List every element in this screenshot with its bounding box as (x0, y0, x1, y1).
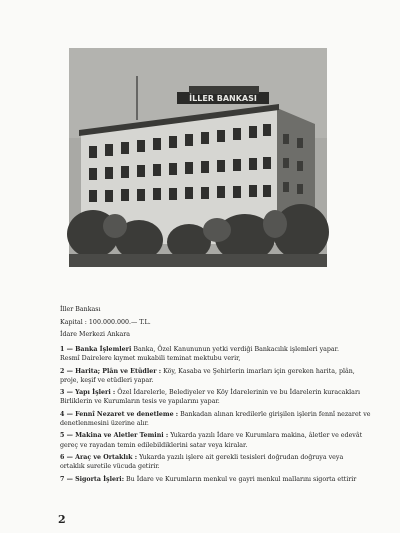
item-heading: 6 — Araç ve Ortaklık : (60, 453, 138, 461)
item-text: denetlenmesini üzerine alır. (60, 419, 149, 427)
item-heading: 3 — Yapı İşleri : (60, 389, 116, 397)
item-text: ortaklık suretile vücuda getirir. (60, 463, 160, 471)
item-heading: 1 — Banka İşlemleri (60, 346, 132, 353)
org-headquarters: İdare Merkezi Ankara (60, 331, 131, 339)
list-item (60, 410, 371, 428)
list-item (60, 345, 342, 363)
item-text: Birliklerin ve Kurumların tesis ve yapılarını yapar. (60, 398, 220, 406)
org-name: İller Bankası (60, 306, 101, 313)
org-capital: Kapital : 100.000.000.— T.L. (60, 318, 151, 326)
item-text: proje, keşif ve etüdleri yapar. (60, 376, 154, 384)
list-item (60, 431, 363, 449)
list-item (60, 475, 357, 484)
item-heading: 5 — Makina ve Aletler Temini : (60, 432, 169, 440)
item-text: Banka, Özel Kanununun yetki verdiği Bankacılık işlemleri yapar. (131, 346, 339, 353)
item-heading: 7 — Sigorta İşleri: (60, 475, 125, 483)
building-photo (69, 48, 327, 267)
item-text: gereç ve rayadan temin edilebildiklerini satar veya kiralar. (60, 441, 248, 449)
list-item (60, 388, 360, 406)
item-heading: 4 — Fennî Nezaret ve denetleme : (60, 410, 179, 418)
item-text: Yukarda yazılı işlere ait gerekli tesisleri doğrudan doğruya veya (137, 453, 344, 461)
item-text: Köy, Kasaba ve Şehirlerin imarları için gereken harita, plân, (161, 367, 355, 375)
item-text: Bu İdare ve Kurumların menkul ve gayri menkul mallarını sigorta ettirir (124, 475, 357, 483)
item-text: Yukarda yazılı İdare ve Kurumlara makina, âletler ve edevât (168, 432, 363, 440)
item-heading: 2 — Harita; Plân ve Etüdler : (60, 367, 162, 375)
service-list (60, 345, 371, 484)
list-item (60, 453, 342, 471)
roof-sign-text: İLLER BANKASI (189, 94, 257, 103)
page-number: 2 (58, 513, 66, 526)
item-text: Bankadan alınan kredilerle girişilen işlerin fennî nezaret ve (178, 410, 371, 418)
organization-info (60, 305, 342, 343)
list-item (60, 367, 355, 385)
item-text: Özel İdarelerle, Belediyeler ve Köy İdarelerinin ve bu İdarelerin kuracakları (115, 389, 360, 397)
item-text: Resmî Dairelere kıymet mukabili teminat mektubu verir, (60, 355, 241, 363)
